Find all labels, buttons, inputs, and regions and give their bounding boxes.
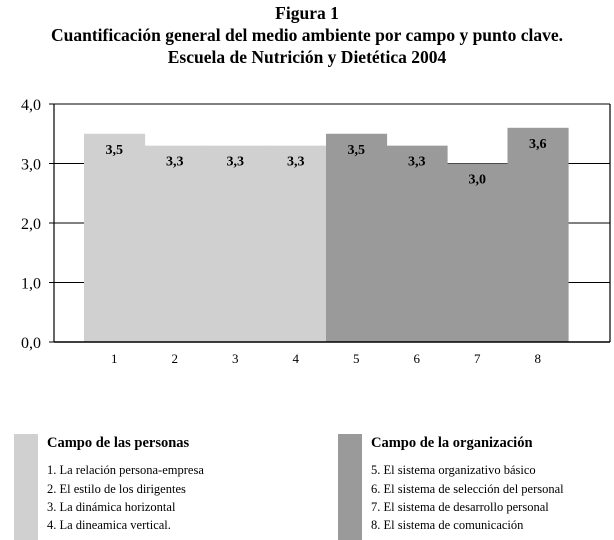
data-label: 3,0 — [468, 172, 486, 188]
bar — [205, 146, 266, 342]
x-tick-label: 1 — [111, 351, 118, 366]
bar — [508, 128, 569, 342]
data-label: 3,3 — [166, 154, 184, 170]
bar — [145, 146, 206, 342]
bar — [84, 134, 145, 342]
bar — [387, 146, 448, 342]
legend-item-8: 8. El sistema de comunicación — [371, 518, 524, 532]
legend-item-7: 7. El sistema de desarrollo personal — [371, 500, 549, 514]
bar — [326, 134, 387, 342]
x-tick-label: 8 — [534, 351, 541, 366]
x-tick-label: 5 — [353, 351, 360, 366]
legend-swatch-personas — [14, 434, 38, 540]
legend-item-3: 3. La dinámica horizontal — [47, 500, 176, 514]
x-tick-label: 2 — [171, 351, 178, 366]
x-tick-label: 6 — [413, 351, 420, 366]
bar — [266, 146, 327, 342]
data-label: 3,3 — [226, 154, 244, 170]
data-label: 3,3 — [408, 154, 426, 170]
y-tick-label: 3,0 — [21, 156, 41, 174]
x-tick-label: 7 — [474, 351, 481, 366]
data-label: 3,5 — [347, 142, 365, 158]
data-label: 3,5 — [105, 142, 123, 158]
data-label: 3,3 — [287, 154, 305, 170]
legend-heading-organizacion: Campo de la organización — [371, 435, 533, 451]
legend-item-4: 4. La dineamica vertical. — [47, 518, 171, 532]
y-tick-label: 0,0 — [21, 335, 41, 352]
x-tick-label: 4 — [292, 351, 299, 366]
legend-swatch-organizacion — [338, 434, 362, 540]
y-tick-label: 4,0 — [21, 97, 41, 114]
y-tick-label: 2,0 — [21, 216, 41, 233]
legend-item-1: 1. La relación persona-empresa — [47, 463, 204, 477]
bar — [447, 164, 508, 343]
y-tick-label: 1,0 — [21, 275, 41, 293]
data-label: 3,6 — [529, 136, 547, 152]
x-tick-label: 3 — [232, 351, 239, 366]
legend-item-2: 2. El estilo de los dirigentes — [47, 482, 186, 496]
legend-heading-personas: Campo de las personas — [47, 435, 190, 451]
figure-subtitle: Escuela de Nutrición y Dietética 2004 — [167, 47, 447, 67]
figure-title: Cuantificación general del medio ambiente por campo y punto clave. — [50, 25, 563, 45]
legend-item-5: 5. El sistema organizativo básico — [371, 463, 536, 477]
figure-label: Figura 1 — [275, 3, 339, 23]
legend-item-6: 6. El sistema de selección del personal — [371, 482, 564, 496]
